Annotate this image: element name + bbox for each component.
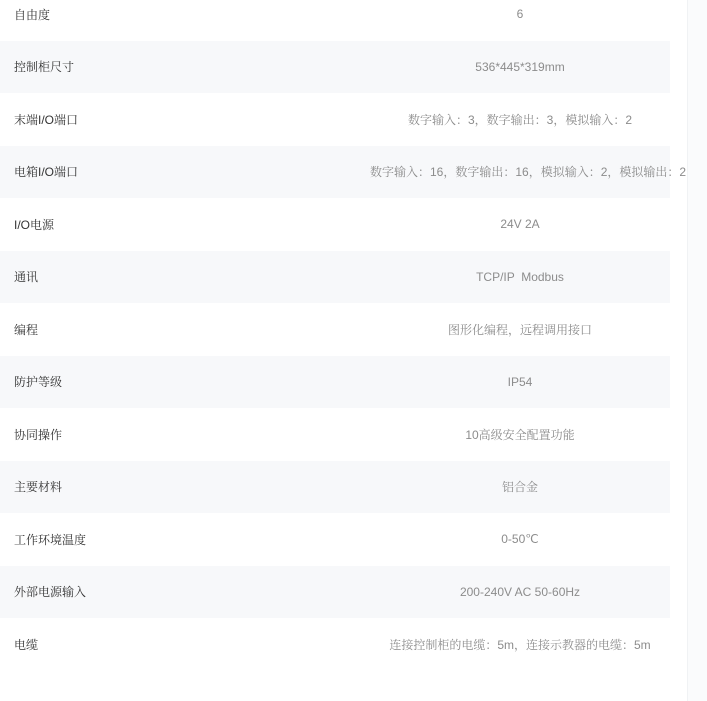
spec-row-value: 数字输入：3，数字输出：3，模拟输入：2 xyxy=(407,112,633,127)
spec-row xyxy=(0,198,670,251)
spec-row xyxy=(0,618,670,671)
spec-row xyxy=(0,356,670,409)
spec-row-value: 536*445*319mm xyxy=(475,59,565,74)
spec-row xyxy=(0,93,670,146)
spec-row-value: IP54 xyxy=(507,374,533,389)
spec-row xyxy=(0,461,670,514)
spec-row-value: 连接控制柜的电缆：5m，连接示教器的电缆：5m xyxy=(389,637,651,652)
spec-row-label: 协同操作 xyxy=(14,427,63,442)
spec-row-label: 自由度 xyxy=(14,7,51,22)
spec-row-label: 电缆 xyxy=(14,637,39,652)
spec-row-label: 主要材料 xyxy=(14,480,63,495)
spec-row xyxy=(0,303,670,356)
spec-row-label: 控制柜尺寸 xyxy=(14,60,75,75)
spec-row xyxy=(0,146,687,199)
spec-row-label: 电箱I/O端口 xyxy=(14,165,79,180)
spec-row-label: 工作环境温度 xyxy=(14,532,87,547)
spec-row xyxy=(0,251,670,304)
spec-row-label: 通讯 xyxy=(14,270,39,285)
spec-row-value: 6 xyxy=(516,7,524,22)
spec-row xyxy=(0,513,670,566)
spec-row-value: 24V 2A xyxy=(500,217,540,232)
spec-row-value: TCP/IP Modbus xyxy=(476,269,564,284)
spec-row-label: 末端I/O端口 xyxy=(14,112,79,127)
spec-row-label: 外部电源输入 xyxy=(14,585,87,600)
spec-row-value: 200-240V AC 50-60Hz xyxy=(459,584,581,599)
spec-row xyxy=(0,0,670,41)
spec-row-value: 0-50℃ xyxy=(501,532,539,547)
page-right-gutter xyxy=(687,0,707,701)
spec-row-value: 10高级安全配置功能 xyxy=(465,427,575,442)
spec-row-value: 铝合金 xyxy=(501,480,538,495)
spec-row-label: 编程 xyxy=(14,322,39,337)
spec-row xyxy=(0,566,670,619)
spec-row xyxy=(0,408,670,461)
spec-row-value: 数字输入：16，数字输出：16，模拟输入：2，模拟输出：2 xyxy=(370,165,687,180)
spec-row xyxy=(0,41,670,94)
spec-row-label: I/O电源 xyxy=(14,217,55,232)
spec-row-value: 图形化编程，远程调用接口 xyxy=(447,322,592,337)
spec-row-label: 防护等级 xyxy=(14,375,63,390)
